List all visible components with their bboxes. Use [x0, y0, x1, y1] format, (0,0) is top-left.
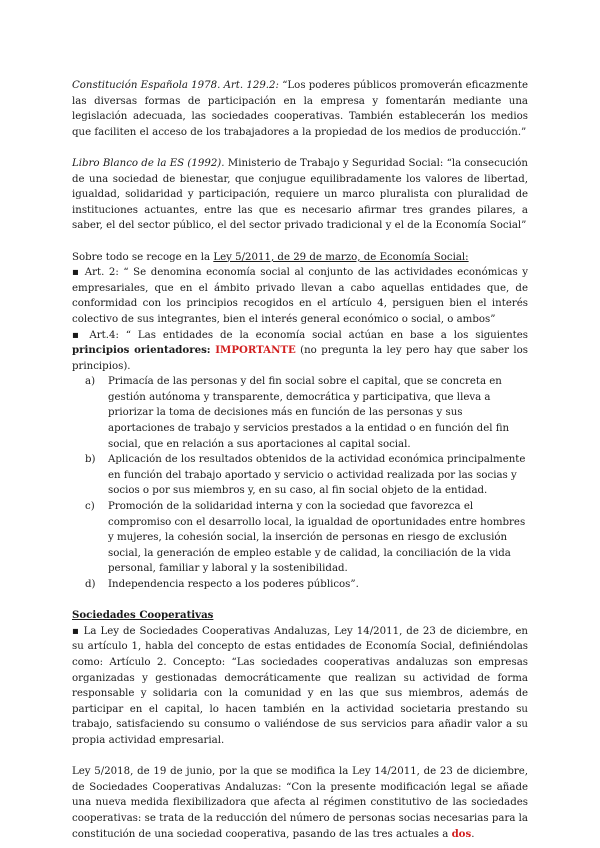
principles-list: [72, 374, 528, 592]
list-item: [85, 452, 528, 499]
ley-title-link: Ley 5/2011, de 29 de marzo, de Economía Social:: [213, 251, 469, 263]
list-item: [85, 499, 528, 577]
art4-paragraph: [72, 328, 528, 375]
document-page: [72, 78, 528, 842]
dos-highlight: dos: [451, 827, 472, 840]
list-marker: c): [85, 501, 95, 513]
list-marker: a): [85, 376, 96, 388]
sociedades-paragraph-2: [72, 764, 528, 842]
constitucion-paragraph: [72, 78, 528, 140]
sociedades-paragraph-1: ▪ La Ley de Sociedades Cooperativas Andaluzas, Ley 14/2011, de 23 de diciembre, en su artículo 1, habla del concepto de estas entidades de Economía Social, definiéndolas como: Artículo 2. Concepto: “Las sociedades cooperativas andaluzas son empresas organizadas y gestionadas democráticamente que realizan su actividad de forma responsable y solidaria con la comunidad y en las que sus miembros, además de participar en el capital, lo hacen también en la actividad societaria prestando su trabajo, satisfaciendo su consumo o valiéndose de sus servicios para añadir valor a su propia actividad empresarial.: [72, 625, 528, 746]
para2-end: .: [471, 828, 475, 840]
art4-post: (no pregunta la ley pero hay que saber los principios).: [72, 345, 528, 372]
list-item-text: Independencia respecto a los poderes públicos”.: [108, 579, 359, 590]
art2-paragraph: ▪ Art. 2: “ Se denomina economía social al conjunto de las actividades económicas y empresariales, que en el ámbito privado llevan a cabo aquellas entidades que, de conformidad con los principios recogidos en el artículo 4, persiguen bien el interés colectivo de sus integrantes, bien el interés general económico o social, o ambos”: [72, 267, 528, 325]
constitucion-source: Constitución Española 1978. Art. 129.2:: [72, 80, 279, 91]
important-label: IMPORTANTE: [215, 344, 296, 357]
para2-text: Ley 5/2018, de 19 de junio, por la que se modifica la Ley 14/2011, de 23 de diciembre, de Sociedades Cooperativas Andaluzas: “Con la presente modificación legal se añade una nueva medida flexibilizadora que afecta al régimen constitutivo de las sociedades cooperativas: se trata de la reducción del número de personas socias necesarias para la constitución de una sociedad cooperativa, pasando de las tres actuales a: [72, 766, 528, 840]
art4-bold: principios orientadores:: [72, 344, 216, 357]
libro-blanco-text: Ministerio de Trabajo y Seguridad Social: “la consecución de una sociedad de bienestar, que conjugue equilibradamente los valores de libertad, igualdad, solidaridad y participación, requiere un marco pluralista con pluralidad de instituciones actuantes, entre las que es necesario afirmar tres grandes pilares, a saber, el del sector público, el del sector privado tradicional y el de la Economía Social”: [72, 157, 528, 232]
libro-blanco-paragraph: [72, 156, 528, 234]
constitucion-quote: “Los poderes públicos promoverán eficazmente las diversas formas de participación en la empresa y fomentarán mediante una legislación adecuada, las sociedades cooperativas. También establecerán los medios que faciliten el acceso de los trabajadores a la propiedad de los medios de producción.”: [72, 80, 528, 138]
list-item: [85, 577, 528, 593]
list-item-text: Primacía de las personas y del fin social sobre el capital, que se concreta en gestión autónoma y transparente, democrática y participativa, que lleva a priorizar la toma de decisiones más en función de las personas y sus aportaciones de trabajo y servicios prestados a la entidad o en función del fin social, que en relación a sus aportaciones al capital social.: [108, 376, 510, 450]
ley-intro: [72, 250, 528, 266]
list-item-text: Promoción de la solidaridad interna y con la sociedad que favorezca el compromiso con el desarrollo local, la igualdad de oportunidades entre hombres y mujeres, la cohesión social, la inserción de personas en riesgo de exclusión social, la generación de empleo estable y de calidad, la conciliación de la vida personal, familiar y laboral y la sostenibilidad.: [108, 501, 526, 575]
section-title: Sociedades Cooperativas: [72, 609, 214, 622]
list-item-text: Aplicación de los resultados obtenidos de la actividad económica principalmente en función del trabajo aportado y servicio o actividad realizada por las socias y socios o por sus miembros y, en su caso, al fin social objeto de la entidad.: [108, 454, 526, 497]
libro-blanco-source: Libro Blanco de la ES (1992).: [72, 157, 225, 169]
list-marker: d): [85, 579, 96, 590]
list-marker: b): [85, 454, 96, 466]
ley-intro-text: Sobre todo se recoge en la: [72, 251, 214, 263]
list-item: [85, 374, 528, 452]
art4-pre: ▪ Art.4: “ Las entidades de la economía social actúan en base a los siguientes: [72, 329, 528, 341]
